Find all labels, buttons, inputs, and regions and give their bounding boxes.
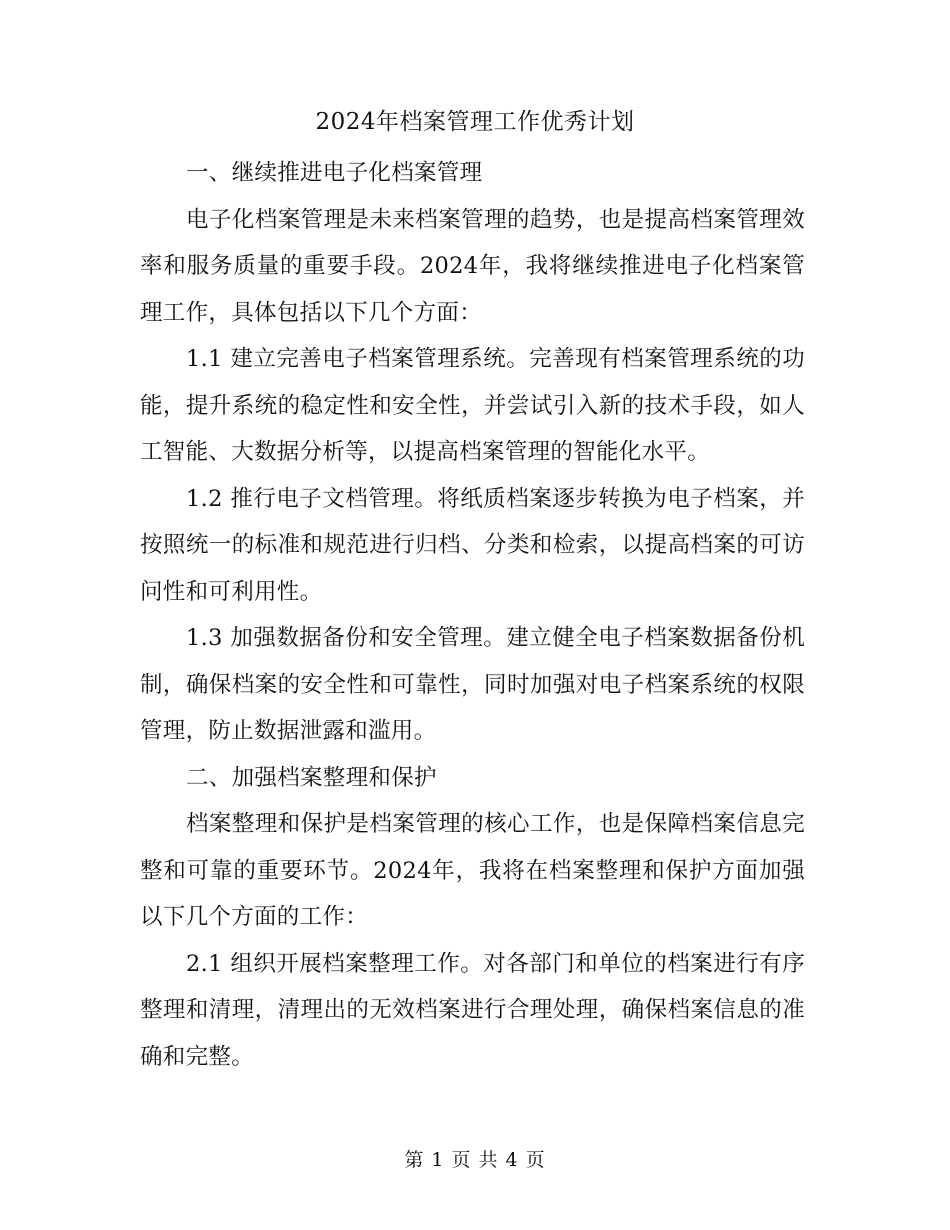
section-heading: 一、继续推进电子化档案管理 [186,160,483,186]
document-title: 2024年档案管理工作优秀计划 [315,109,635,135]
section-heading: 二、加强档案整理和保护 [186,764,437,791]
body-paragraph: 电子化档案管理是未来档案管理的趋势，也是提高档案管理效率和服务质量的重要手段。2024年，我将继续推进电子化档案管理工作，具体包括以下几个方面： [140,206,805,326]
body-paragraph: 档案整理和保护是档案管理的核心工作，也是保障档案信息完整和可靠的重要环节。2024年，我将在档案整理和保护方面加强以下几个方面的工作： [140,811,805,930]
body-paragraph: 1.1 建立完善电子档案管理系统。完善现有档案管理系统的功能，提升系统的稳定性和安全性，并尝试引入新的技术手段，如人工智能、大数据分析等，以提高档案管理的智能化水平。 [140,346,805,465]
body-paragraph: 1.2 推行电子文档管理。将纸质档案逐步转换为电子档案，并按照统一的标准和规范进行归档、分类和检索，以提高档案的可访问性和可利用性。 [140,485,805,605]
body-paragraph: 1.3 加强数据备份和安全管理。建立健全电子档案数据备份机制，确保档案的安全性和可靠性，同时加强对电子档案系统的权限管理，防止数据泄露和滥用。 [140,625,805,744]
body-paragraph: 2.1 组织开展档案整理工作。对各部门和单位的档案进行有序整理和清理，清理出的无效档案进行合理处理，确保档案信息的准确和完整。 [140,950,805,1070]
document-body [140,150,805,1080]
page-footer: 第 1 页 共 4 页 [404,1149,546,1171]
